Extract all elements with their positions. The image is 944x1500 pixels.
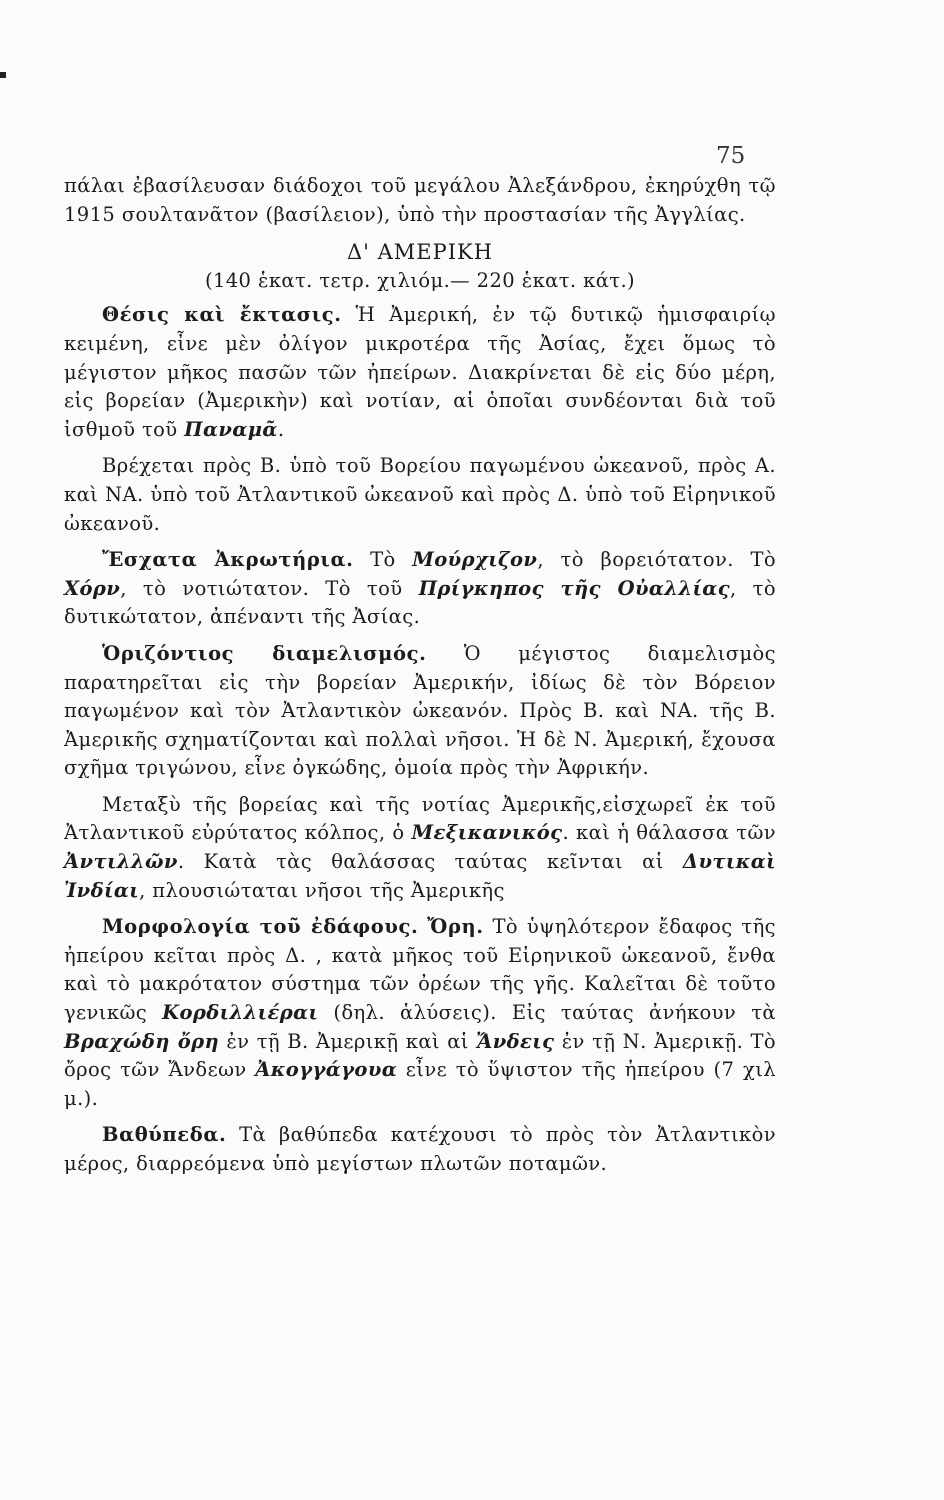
section-heading-relief: Μορφολογία τοῦ ἐδάφους. xyxy=(102,915,419,939)
emphasis-antilles: Ἀντιλλῶν xyxy=(64,850,178,874)
text-run: , πλουσιώταται νῆσοι τῆς Ἀμερικῆς xyxy=(139,878,505,902)
chapter-subtitle: (140 ἑκατ. τετρ. χιλιόμ.— 220 ἑκατ. κάτ.) xyxy=(204,268,636,292)
emphasis-murchison: Μούρχιζον xyxy=(412,548,538,572)
text-run: Τὸ xyxy=(353,548,413,572)
text-run: Ἡ Ἀμερική, ἐν τῷ δυτικῷ ἡμισφαιρίῳ κειμένη, εἶνε μὲν ὀλίγον μικροτέρα τῆς Ἀσίας, ἔχει ὅμως τὸ μέγιστον μῆκος πασῶν τῶν ἠπείρων. Διακρίνεται δὲ εἰς δύο μέρη, εἰς βορείαν (Ἀμερικὴν) καὶ νοτίαν, αἱ ὁποῖαι συνδέονται διὰ τοῦ ἰσθμοῦ τοῦ xyxy=(64,303,776,441)
text-run: Μεταξὺ τῆς βορείας καὶ τῆς νοτίας Ἀμερικῆς,εἰσχωρεῖ ἐκ τοῦ Ἀτλαντικοῦ εὐρύτατος κόλπος, ὁ xyxy=(64,792,776,845)
paragraph-lowlands xyxy=(64,1121,776,1178)
emphasis-cordilleras: Κορδιλλιέραι xyxy=(162,1001,319,1025)
section-heading-lowlands: Βαθύπεδα. xyxy=(102,1123,227,1147)
emphasis-rocky-mountains: Βραχώδη ὄρη xyxy=(64,1029,220,1053)
emphasis-horn: Χόρν xyxy=(64,576,121,600)
emphasis-mexican-gulf: Μεξικανικός xyxy=(411,821,563,845)
paragraph-gulf xyxy=(64,791,776,905)
section-heading-position: Θέσις καὶ ἔκτασις. xyxy=(102,303,342,327)
paragraph-position xyxy=(64,301,776,444)
text-run: . xyxy=(277,417,285,441)
paragraph-seas: Βρέχεται πρὸς Β. ὑπὸ τοῦ Βορείου παγωμένου ὠκεανοῦ, πρὸς Α. καὶ ΝΑ. ὑπὸ τοῦ Ἀτλαντικοῦ ὠκεανοῦ καὶ πρὸς Δ. ὑπὸ τοῦ Εἰρηνικοῦ ὠκεανοῦ. xyxy=(64,454,776,535)
chapter-title: Δ' ΑΜΕΡΙΚΗ xyxy=(346,240,494,265)
intro-paragraph: πάλαι ἐβασίλευσαν διάδοχοι τοῦ μεγάλου Ἀλεξάνδρου, ἐκηρύχθη τῷ 1915 σουλτανᾶτον (βασίλειον), ὑπὸ τὴν προστασίαν τῆς Ἀγγλίας. xyxy=(64,174,776,226)
emphasis-panama: Παναμᾶ xyxy=(184,417,278,441)
text-run: Ὁ μέγιστος διαμελισμὸς παρατηρεῖται εἰς τὴν βορείαν Ἀμερικήν, ἰδίως δὲ τὸν Βόρειον παγωμένον καὶ τὸν Ἀτλαντικὸν ὠκεανόν. Πρὸς Β. καὶ ΝΑ. τῆς Β. Ἀμερικῆς σχηματίζονται καὶ πολλαὶ νῆσοι. Ἡ δὲ Ν. Ἀμερική, ἔχουσα σχῆμα τριγώνου, εἶνε ὀγκώδης, ὁμοία πρὸς τὴν Ἀφρικήν. xyxy=(64,641,776,780)
text-run: Τὸ ὑψηλότερον ἔδαφος τῆς ἠπείρου κεῖται πρὸς Δ. , κατὰ μῆκος τοῦ Εἰρηνικοῦ ὠκεανοῦ, ἔνθα καὶ τὸ μακρότατον σύστημα τῶν ὀρέων τῆς γῆς. Καλεῖται δὲ τοῦτο γενικῶς xyxy=(64,915,776,1025)
text-run: εἶνε τὸ ὕψιστον τῆς ἠπείρου (7 χιλ μ.). xyxy=(64,1058,776,1110)
text-run: , τὸ δυτικώτατον, ἀπέναντι τῆς Ἀσίας. xyxy=(64,576,776,629)
emphasis-aconcagua: Ἀκογγάγουα xyxy=(255,1058,398,1082)
text-run: (δηλ. ἁλύσεις). Εἰς ταύτας ἀνήκουν τὰ xyxy=(318,1001,776,1025)
text-run: ἐν τῇ Ν. Ἀμερικῇ. Τὸ ὄρος τῶν Ἄνδεων xyxy=(64,1029,776,1082)
text-run: . Κατὰ τὰς θαλάσσας ταύτας κεῖνται αἱ xyxy=(177,850,683,874)
page-number: 75 xyxy=(716,143,746,169)
text-run: . καὶ ἡ θάλασσα τῶν xyxy=(562,821,777,845)
paragraph-relief xyxy=(64,913,776,1113)
scan-mark xyxy=(0,72,6,78)
paragraph-coastline xyxy=(64,640,776,783)
text-run: ἐν τῇ Β. Ἀμερικῇ καὶ αἱ xyxy=(219,1029,477,1053)
emphasis-west-indies: Δυτικαὶ Ἰνδίαι xyxy=(64,850,776,902)
section-heading-coastline: Ὁριζόντιος διαμελισμός. xyxy=(102,641,427,665)
text-run: , τὸ νοτιώτατον. Τὸ τοῦ xyxy=(120,576,419,600)
section-heading-mountains: Ὄρη. xyxy=(427,915,484,939)
emphasis-andes: Ἄνδεις xyxy=(476,1029,555,1053)
page-text xyxy=(64,172,776,1179)
text-run: , τὸ βορειότατον. Τὸ xyxy=(537,548,776,572)
paragraph-capes xyxy=(64,546,776,632)
section-heading-capes: Ἔσχατα Ἀκρωτήρια. xyxy=(102,548,354,572)
emphasis-prince-of-wales: Πρίγκηπος τῆς Οὐαλλίας xyxy=(418,576,730,600)
text-run: Τὰ βαθύπεδα κατέχουσι τὸ πρὸς τὸν Ἀτλαντικὸν μέρος, διαρρεόμενα ὑπὸ μεγίστων πλωτῶν ποταμῶν. xyxy=(64,1123,776,1175)
